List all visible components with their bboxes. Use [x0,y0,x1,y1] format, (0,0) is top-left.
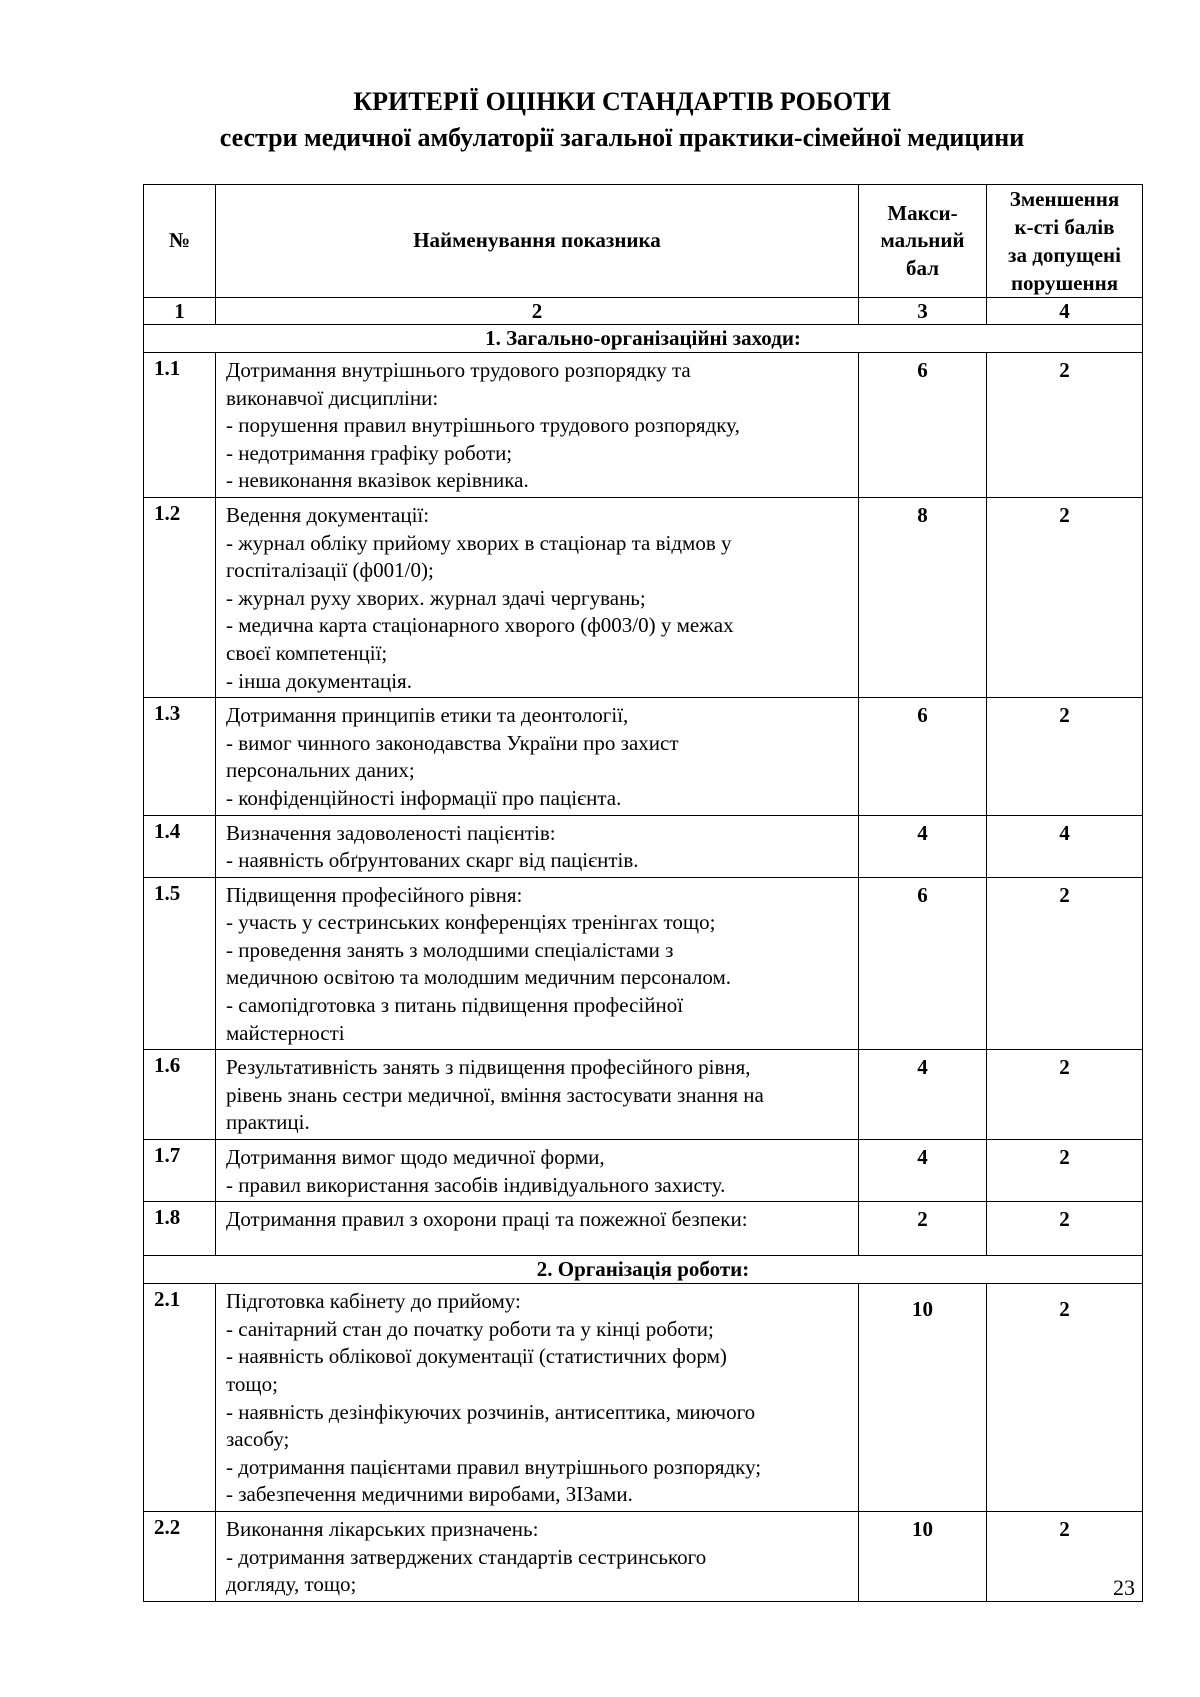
row-description [216,1202,859,1256]
row-number: 1.3 [144,698,216,815]
description-line: Виконання лікарських призначень: [226,1516,539,1541]
row-description [216,353,859,498]
score-reduction: 2 [987,698,1143,815]
score-reduction: 2 [987,1284,1143,1512]
row-number: 1.5 [144,877,216,1050]
description-line: госпіталізації (ф001/0); [226,558,434,583]
description-line: - недотримання графіку роботи; [226,440,513,465]
header-max-line: мальний [880,228,965,253]
table-row [144,1511,1143,1601]
max-score: 6 [859,877,987,1050]
column-number-row [144,298,1143,325]
table-row [144,815,1143,877]
document-subtitle: сестри медичної амбулаторії загальної практики-сімейної медицини [219,123,1025,152]
column-number: 4 [987,298,1143,325]
section-row [144,325,1143,353]
table-row [144,1284,1143,1512]
description-line: своєї компетенції; [226,640,388,665]
description-line: - правил використання засобів індивідуального захисту. [226,1172,726,1197]
max-score: 6 [859,698,987,815]
description-line: - наявність облікової документації (статистичних форм) [226,1344,727,1369]
header-max-line: бал [906,255,939,280]
row-number: 1.4 [144,815,216,877]
description-line: Дотримання принципів етики та деонтології, [226,703,629,728]
section-row [144,1256,1143,1284]
header-max-line: Макси- [887,200,958,225]
score-reduction: 2 [987,877,1143,1050]
column-number: 1 [144,298,216,325]
row-description [216,497,859,697]
row-number: 2.1 [144,1284,216,1512]
header-reduction-line: порушення [1010,271,1119,295]
table-row [144,877,1143,1050]
score-reduction: 2 [987,497,1143,697]
section-title: 1. Загально-організаційні заходи: [144,325,1143,353]
row-number: 1.8 [144,1202,216,1256]
description-line: - наявність обґрунтованих скарг від пацієнтів. [226,848,639,873]
description-line: - порушення правил внутрішнього трудового розпорядку, [226,413,740,438]
max-score: 4 [859,1050,987,1140]
table-row [144,353,1143,498]
header-num: № [144,185,216,298]
max-score: 10 [859,1511,987,1601]
max-score: 10 [859,1284,987,1512]
page-number: 23 [1113,1575,1135,1600]
description-line: - медична карта стаціонарного хворого (ф003/0) у межах [226,613,734,638]
score-reduction: 4 [987,815,1143,877]
score-reduction: 2 [987,1050,1143,1140]
row-number: 2.2 [144,1511,216,1601]
section-title: 2. Організація роботи: [144,1256,1143,1284]
score-reduction: 2 [987,1511,1143,1601]
description-line: медичною освітою та молодшим медичним персоналом. [226,965,732,990]
description-line: - проведення занять з молодшими спеціалістами з [226,937,674,962]
header-max-score [859,185,987,298]
description-line: - інша документація. [226,668,412,693]
score-reduction: 2 [987,1202,1143,1256]
row-number: 1.6 [144,1050,216,1140]
max-score: 4 [859,815,987,877]
table-header-row [144,185,1143,298]
row-description [216,1050,859,1140]
description-line: - журнал руху хворих. журнал здачі чергувань; [226,585,646,610]
description-line: тощо; [226,1372,278,1396]
table-row [144,1202,1143,1256]
description-line: - конфіденційності інформації про пацієнта. [226,785,622,810]
row-description [216,1284,859,1512]
description-line: - наявність дезінфікуючих розчинів, антисептика, миючого [226,1399,756,1424]
description-line: - забезпечення медичними виробами, ЗІЗами. [226,1482,633,1507]
header-reduction-line: к-сті балів [1014,215,1115,239]
description-line: Ведення документації: [226,502,430,527]
max-score: 8 [859,497,987,697]
description-line: - журнал обліку прийому хворих в стаціонар та відмов у [226,530,732,555]
document-title: КРИТЕРІЇ ОЦІНКИ СТАНДАРТІВ РОБОТИ [353,87,891,116]
max-score: 6 [859,353,987,498]
row-description [216,877,859,1050]
header-reduction [987,185,1143,298]
description-line: - невиконання вказівок керівника. [226,468,529,493]
table-row [144,1050,1143,1140]
description-line: - самопідготовка з питань підвищення професійної [226,993,684,1018]
description-line: практиці. [226,1110,310,1135]
table-row [144,1140,1143,1202]
description-line: - дотримання затверджених стандартів сестринського [226,1544,707,1569]
description-line: Підвищення професійного рівня: [226,882,523,907]
score-reduction: 2 [987,1140,1143,1202]
header-reduction-line: за допущені [1008,243,1121,267]
description-line: персональних даних; [226,758,415,783]
description-line: догляду, тощо; [226,1572,357,1597]
description-line: Підготовка кабінету до прийому: [226,1289,521,1314]
description-line: Дотримання внутрішнього трудового розпорядку та [226,358,691,382]
header-reduction-line: Зменшення [1009,187,1120,211]
row-description [216,815,859,877]
description-line: - вимог чинного законодавства України про захист [226,730,679,755]
description-line: рівень знань сестри медичної, вміння застосувати знання на [226,1082,764,1107]
row-number: 1.1 [144,353,216,498]
description-line: Визначення задоволеності пацієнтів: [226,820,556,845]
criteria-table [143,184,1143,1602]
table-row [144,497,1143,697]
column-number: 2 [216,298,859,325]
description-line: - участь у сестринських конференціях тренінгах тощо; [226,910,716,935]
row-description [216,1140,859,1202]
row-number: 1.7 [144,1140,216,1202]
row-description [216,698,859,815]
max-score: 2 [859,1202,987,1256]
description-line: засобу; [226,1427,290,1452]
score-reduction: 2 [987,353,1143,498]
row-number: 1.2 [144,497,216,697]
description-line: майстерності [226,1020,345,1045]
table-row [144,698,1143,815]
description-line: - дотримання пацієнтами правил внутрішнього розпорядку; [226,1454,762,1479]
description-line: Дотримання вимог щодо медичної форми, [226,1145,605,1170]
header-name: Найменування показника [216,185,859,298]
max-score: 4 [859,1140,987,1202]
description-line: виконавчої дисципліни: [226,385,439,410]
description-line: Результативність занять з підвищення професійного рівня, [226,1055,751,1080]
row-description [216,1511,859,1601]
column-number: 3 [859,298,987,325]
description-line: - санітарний стан до початку роботи та у кінці роботи; [226,1316,714,1341]
description-line: Дотримання правил з охорони праці та пожежної безпеки: [226,1207,748,1232]
